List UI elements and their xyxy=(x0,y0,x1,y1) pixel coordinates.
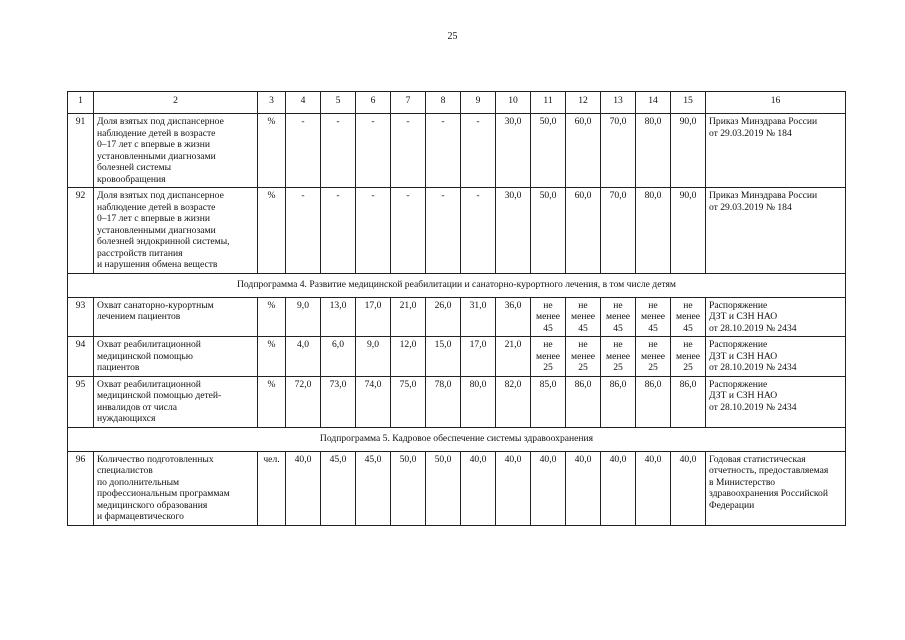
value-cell: 40,0 xyxy=(286,451,321,525)
value-cell: - xyxy=(321,114,356,188)
source-document: Приказ Минздрава России от 29.03.2019 № 184 xyxy=(706,114,846,188)
value-cell: 26,0 xyxy=(426,297,461,337)
value-cell: 75,0 xyxy=(391,376,426,427)
indicator-name: Охват реабилитационной медицинской помощью детей- инвалидов от числа нуждающихся xyxy=(94,376,258,427)
page-number: 25 xyxy=(447,31,458,42)
value-cell: - xyxy=(391,188,426,274)
value-cell: 50,0 xyxy=(531,188,566,274)
value-cell: - xyxy=(356,188,391,274)
value-cell: 70,0 xyxy=(601,188,636,274)
value-cell: 40,0 xyxy=(531,451,566,525)
value-cell: - xyxy=(286,188,321,274)
column-header: 1 xyxy=(68,92,94,114)
value-cell: - xyxy=(356,114,391,188)
column-header: 7 xyxy=(391,92,426,114)
value-cell: 60,0 xyxy=(566,114,601,188)
row-number: 93 xyxy=(68,297,94,337)
value-cell: 40,0 xyxy=(461,451,496,525)
value-cell: 17,0 xyxy=(461,337,496,377)
value-cell: 86,0 xyxy=(636,376,671,427)
value-cell: 21,0 xyxy=(391,297,426,337)
value-cell: не менее 25 xyxy=(566,337,601,377)
column-header: 8 xyxy=(426,92,461,114)
table-row xyxy=(68,297,846,337)
value-cell: 80,0 xyxy=(636,114,671,188)
value-cell: 82,0 xyxy=(496,376,531,427)
value-cell: 90,0 xyxy=(671,114,706,188)
value-cell: 31,0 xyxy=(461,297,496,337)
subprogram-heading: Подпрограмма 5. Кадровое обеспечение системы здравоохранения xyxy=(68,427,846,451)
value-cell: 60,0 xyxy=(566,188,601,274)
value-cell: 40,0 xyxy=(566,451,601,525)
value-cell: 72,0 xyxy=(286,376,321,427)
value-cell: 15,0 xyxy=(426,337,461,377)
value-cell: 86,0 xyxy=(601,376,636,427)
column-header: 5 xyxy=(321,92,356,114)
indicator-name: Доля взятых под диспансерное наблюдение детей в возрасте 0–17 лет с впервые в жизни установленными диагнозами болезней системы кровообращения xyxy=(94,114,258,188)
source-document: Распоряжение ДЗТ и СЗН НАО от 28.10.2019 № 2434 xyxy=(706,337,846,377)
column-number-header-row xyxy=(68,92,846,114)
source-document: Распоряжение ДЗТ и СЗН НАО от 28.10.2019 № 2434 xyxy=(706,297,846,337)
column-header: 16 xyxy=(706,92,846,114)
source-document: Приказ Минздрава России от 29.03.2019 № 184 xyxy=(706,188,846,274)
value-cell: 6,0 xyxy=(321,337,356,377)
value-cell: 40,0 xyxy=(496,451,531,525)
value-cell: 50,0 xyxy=(426,451,461,525)
value-cell: 86,0 xyxy=(671,376,706,427)
value-cell: 78,0 xyxy=(426,376,461,427)
value-cell: 50,0 xyxy=(391,451,426,525)
table-row xyxy=(68,114,846,188)
unit: % xyxy=(258,188,286,274)
column-header: 2 xyxy=(94,92,258,114)
row-number: 95 xyxy=(68,376,94,427)
value-cell: 74,0 xyxy=(356,376,391,427)
subprogram-heading-row xyxy=(68,273,846,297)
value-cell: 70,0 xyxy=(601,114,636,188)
column-header: 10 xyxy=(496,92,531,114)
table-row xyxy=(68,376,846,427)
unit: чел. xyxy=(258,451,286,525)
row-number: 96 xyxy=(68,451,94,525)
value-cell: 21,0 xyxy=(496,337,531,377)
value-cell: 30,0 xyxy=(496,114,531,188)
table-row xyxy=(68,451,846,525)
row-number: 92 xyxy=(68,188,94,274)
column-header: 3 xyxy=(258,92,286,114)
value-cell: - xyxy=(321,188,356,274)
indicator-name: Доля взятых под диспансерное наблюдение детей в возрасте 0–17 лет с впервые в жизни установленными диагнозами болезней эндокринной системы, расстройств питания и нарушения обмена веществ xyxy=(94,188,258,274)
column-header: 13 xyxy=(601,92,636,114)
unit: % xyxy=(258,376,286,427)
value-cell: 90,0 xyxy=(671,188,706,274)
subprogram-heading: Подпрограмма 4. Развитие медицинской реабилитации и санаторно-курортного лечения, в том числе детям xyxy=(68,273,846,297)
indicator-name: Охват реабилитационной медицинской помощью пациентов xyxy=(94,337,258,377)
unit: % xyxy=(258,337,286,377)
subprogram-heading-row xyxy=(68,427,846,451)
unit: % xyxy=(258,297,286,337)
value-cell: - xyxy=(391,114,426,188)
value-cell: - xyxy=(461,114,496,188)
column-header: 12 xyxy=(566,92,601,114)
column-header: 15 xyxy=(671,92,706,114)
value-cell: 80,0 xyxy=(636,188,671,274)
value-cell: не менее 25 xyxy=(601,337,636,377)
source-document: Годовая статистическая отчетность, предоставляемая в Министерство здравоохранения Российской Федерации xyxy=(706,451,846,525)
value-cell: не менее 45 xyxy=(671,297,706,337)
column-header: 6 xyxy=(356,92,391,114)
value-cell: 45,0 xyxy=(356,451,391,525)
value-cell: 13,0 xyxy=(321,297,356,337)
value-cell: не менее 25 xyxy=(671,337,706,377)
value-cell: не менее 45 xyxy=(636,297,671,337)
row-number: 91 xyxy=(68,114,94,188)
value-cell: 12,0 xyxy=(391,337,426,377)
value-cell: 50,0 xyxy=(531,114,566,188)
table-row xyxy=(68,188,846,274)
indicators-table xyxy=(67,91,846,526)
value-cell: 40,0 xyxy=(671,451,706,525)
column-header: 14 xyxy=(636,92,671,114)
value-cell: не менее 45 xyxy=(566,297,601,337)
value-cell: 4,0 xyxy=(286,337,321,377)
row-number: 94 xyxy=(68,337,94,377)
value-cell: 80,0 xyxy=(461,376,496,427)
value-cell: 85,0 xyxy=(531,376,566,427)
value-cell: 73,0 xyxy=(321,376,356,427)
column-header: 9 xyxy=(461,92,496,114)
value-cell: 86,0 xyxy=(566,376,601,427)
value-cell: - xyxy=(286,114,321,188)
source-document: Распоряжение ДЗТ и СЗН НАО от 28.10.2019 № 2434 xyxy=(706,376,846,427)
value-cell: 9,0 xyxy=(356,337,391,377)
value-cell: 40,0 xyxy=(601,451,636,525)
value-cell: не менее 25 xyxy=(531,337,566,377)
indicator-name: Количество подготовленных специалистов по дополнительным профессиональным программам медицинского образования и фармацевтического xyxy=(94,451,258,525)
value-cell: 36,0 xyxy=(496,297,531,337)
column-header: 4 xyxy=(286,92,321,114)
value-cell: 45,0 xyxy=(321,451,356,525)
value-cell: - xyxy=(426,114,461,188)
unit: % xyxy=(258,114,286,188)
value-cell: не менее 25 xyxy=(636,337,671,377)
column-header: 11 xyxy=(531,92,566,114)
value-cell: 30,0 xyxy=(496,188,531,274)
value-cell: - xyxy=(426,188,461,274)
table-row xyxy=(68,337,846,377)
indicator-name: Охват санаторно-курортным лечением пациентов xyxy=(94,297,258,337)
value-cell: 40,0 xyxy=(636,451,671,525)
value-cell: 17,0 xyxy=(356,297,391,337)
value-cell: 9,0 xyxy=(286,297,321,337)
value-cell: не менее 45 xyxy=(531,297,566,337)
value-cell: - xyxy=(461,188,496,274)
value-cell: не менее 45 xyxy=(601,297,636,337)
